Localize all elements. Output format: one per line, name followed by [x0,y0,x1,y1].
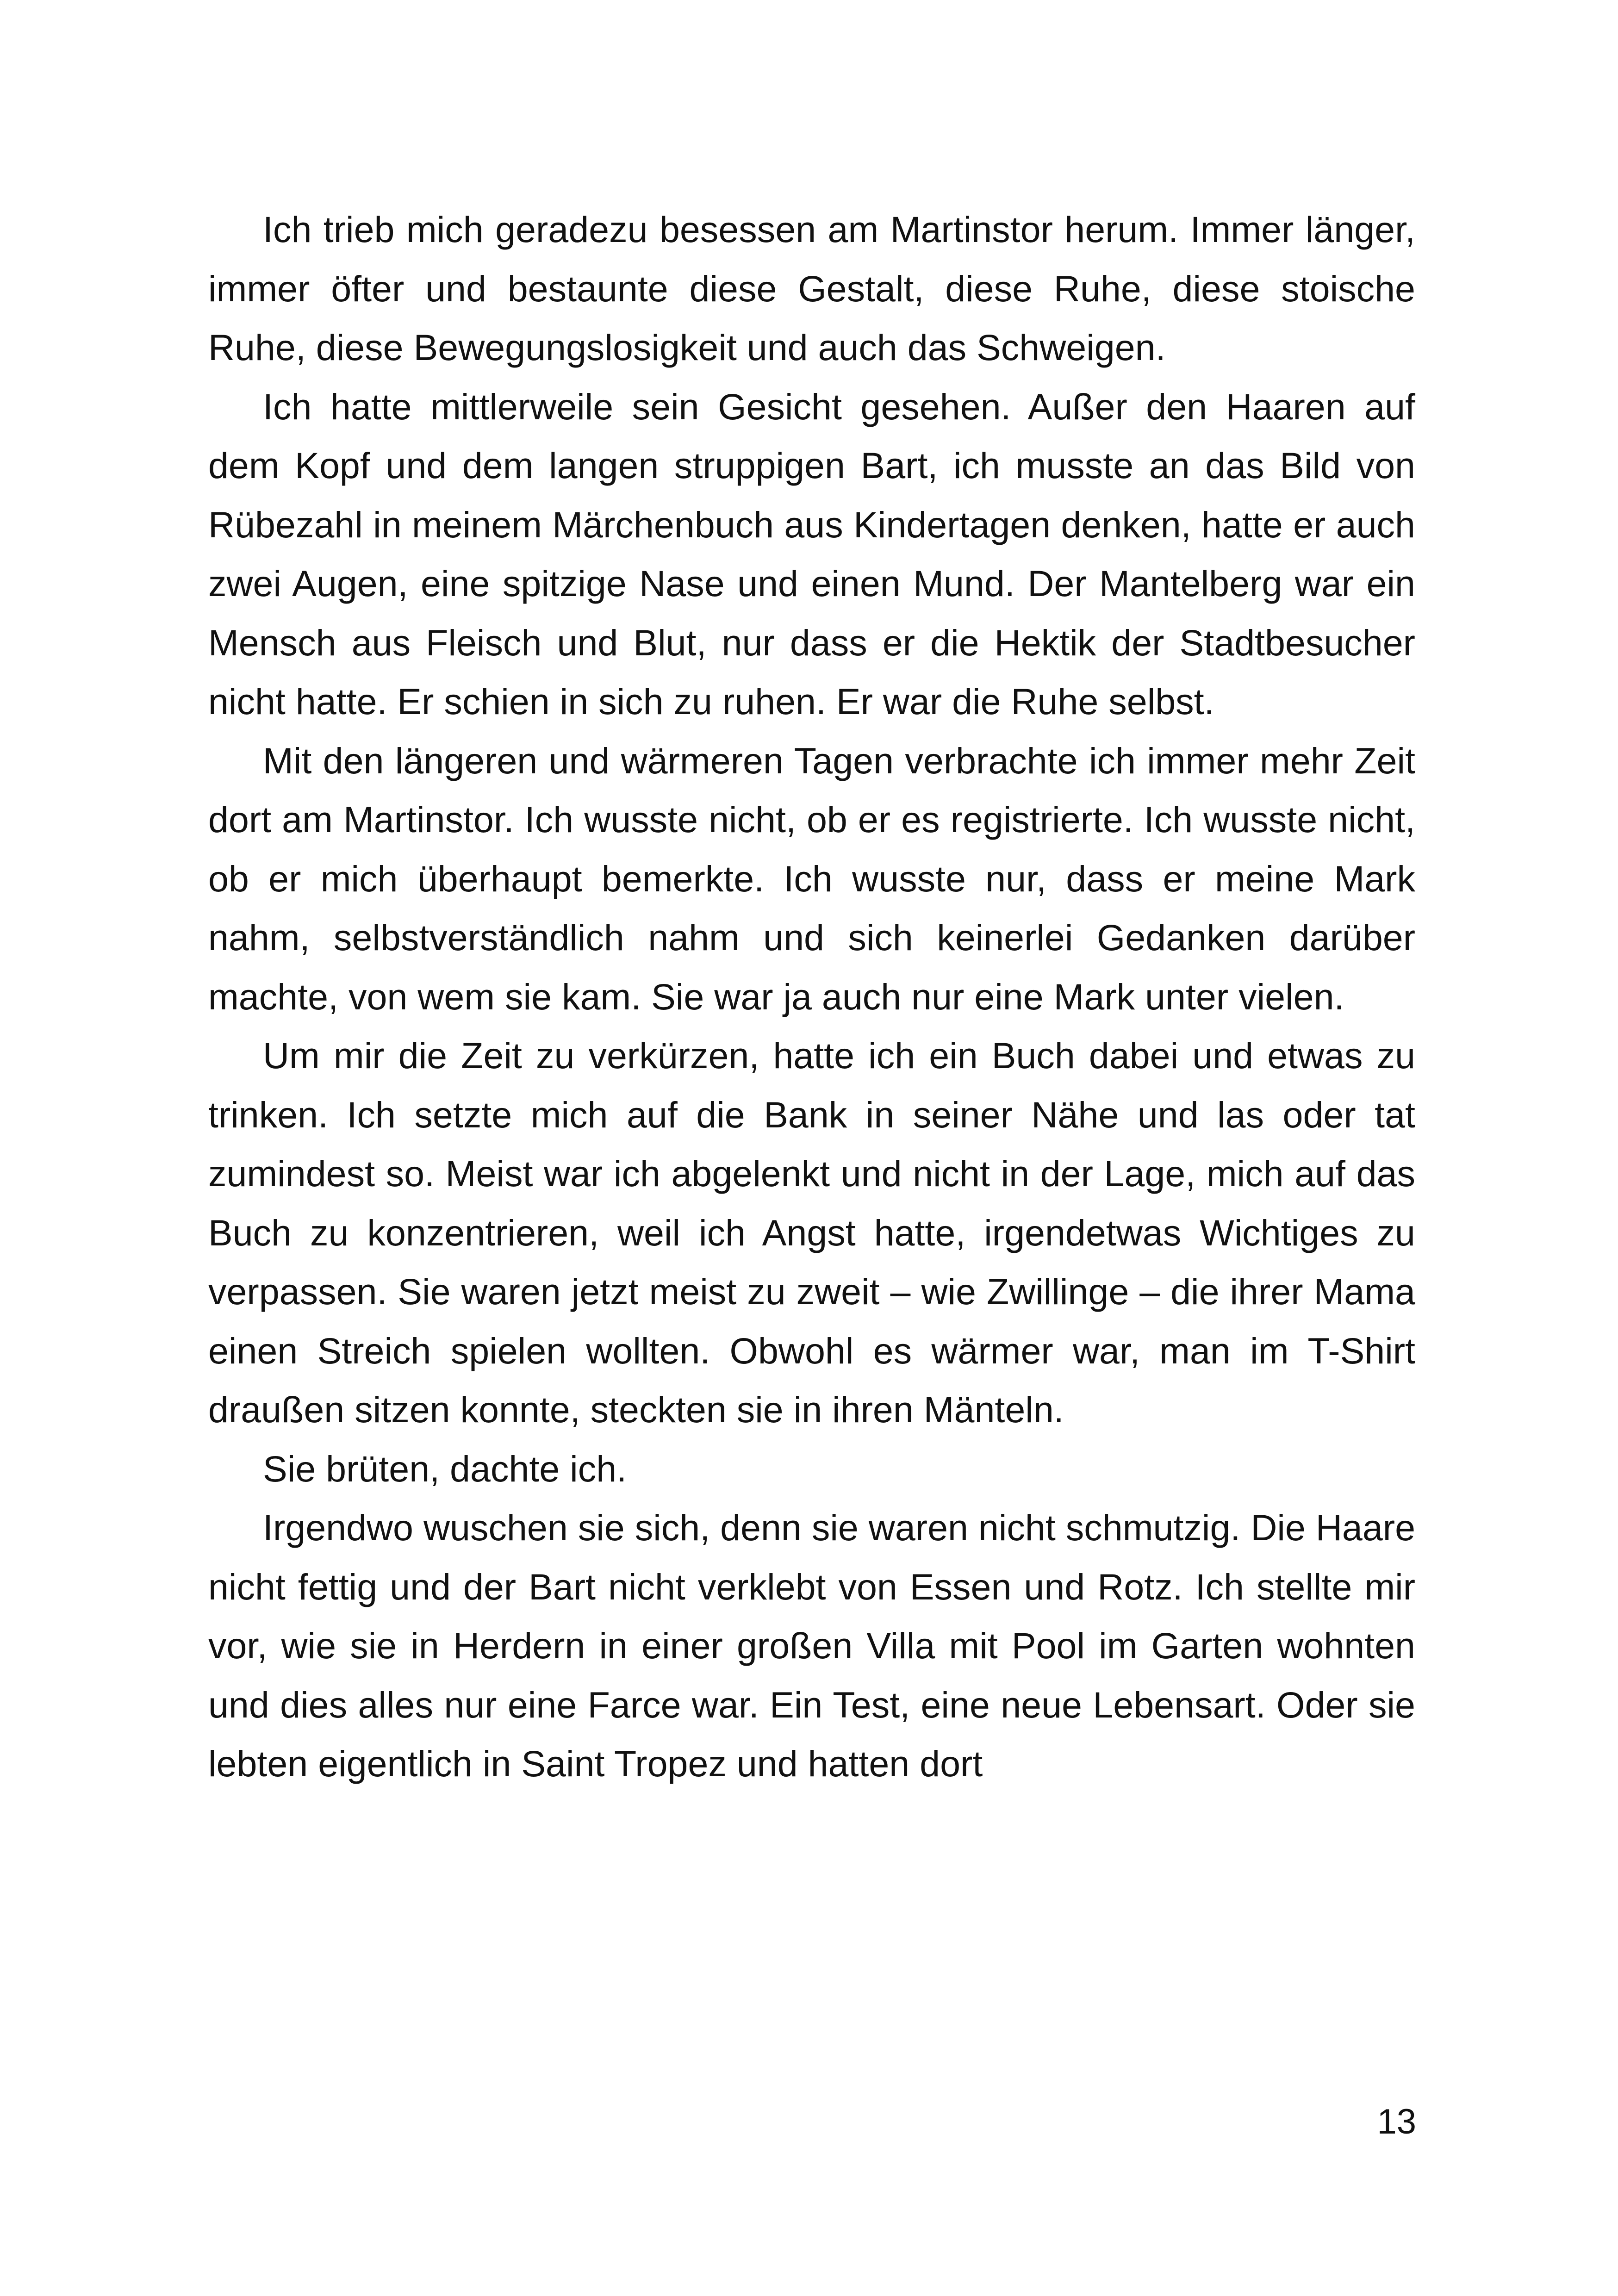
paragraph-3: Mit den längeren und wärmeren Tagen verbrachte ich immer mehr Zeit dort am Martinstor. Ich wusste nicht, ob er es registrierte. Ich wusste nicht, ob er mich überhaupt bemerkte. Ich wusste nur, dass er meine Mark nahm, selbstverständlich nahm und sich keinerlei Gedanken darüber machte, von wem sie kam. Sie war ja auch nur eine Mark unter vielen. [208,740,1415,1017]
body-text [208,200,1415,1793]
paragraph-6: Irgendwo wuschen sie sich, denn sie waren nicht schmutzig. Die Haare nicht fettig und der Bart nicht verklebt von Essen und Rotz. Ich stellte mir vor, wie sie in Herdern in einer großen Villa mit Pool im Garten wohnten und dies alles nur eine Farce war. Ein Test, eine neue Lebensart. Oder sie lebten eigentlich in Saint Tropez und hatten dort [208,1507,1415,1784]
paragraph-5: Sie brüten, dachte ich. [263,1448,627,1489]
paragraph-1: Ich trieb mich geradezu besessen am Martinstor herum. Immer länger, immer öfter und bestaunte diese Gestalt, diese Ruhe, diese stoische Ruhe, diese Bewegungslosigkeit und auch das Schweigen. [208,209,1415,368]
page-number: 13 [1377,2102,1416,2141]
paragraph-2: Ich hatte mittlerweile sein Gesicht gesehen. Außer den Haaren auf dem Kopf und dem langen struppigen Bart, ich musste an das Bild von Rübezahl in meinem Märchenbuch aus Kindertagen denken, hatte er auch zwei Augen, eine spitzige Nase und einen Mund. Der Mantelberg war ein Mensch aus Fleisch und Blut, nur dass er die Hektik der Stadtbesucher nicht hatte. Er schien in sich zu ruhen. Er war die Ruhe selbst. [208,386,1415,722]
paragraph-4: Um mir die Zeit zu verkürzen, hatte ich ein Buch dabei und etwas zu trinken. Ich setzte mich auf die Bank in seiner Nähe und las oder tat zumindest so. Meist war ich abgelenkt und nicht in der Lage, mich auf das Buch zu konzentrieren, weil ich Angst hatte, irgendetwas Wichtiges zu verpassen. Sie waren jetzt meist zu zweit – wie Zwillinge – die ihrer Mama einen Streich spielen wollten. Obwohl es wärmer war, man im T-Shirt draußen sitzen konnte, steckten sie in ihren Mänteln. [208,1035,1415,1430]
